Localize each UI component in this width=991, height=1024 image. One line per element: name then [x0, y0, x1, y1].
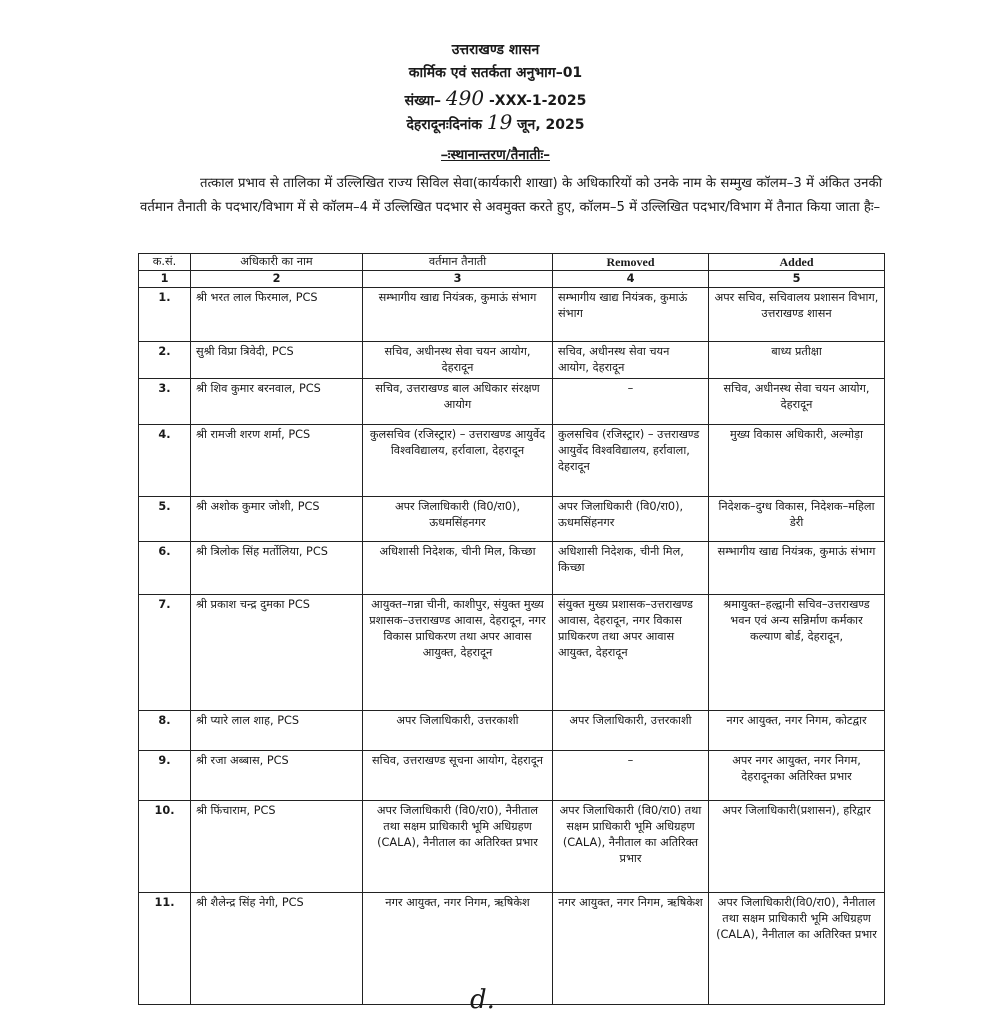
header-current-posting: वर्तमान तैनाती	[363, 254, 553, 271]
order-paragraph: तत्काल प्रभाव से तालिका में उल्लिखित राज्य सिविल सेवा(कार्यकारी शाखा) के अधिकारियों को उनके नाम के सम्मुख कॉलम–3 में अंकित उनकी वर्तमान तैनाती के पदभार/विभाग में से कॉलम–4 में उल्लिखित पदभार से अवमुक्त करते हुए, कॉलम–5 में उल्लिखित पदभार/विभाग में तैनात किया जाता हैः–	[140, 176, 882, 215]
row-officer-name: श्री अशोक कुमार जोशी, PCS	[191, 497, 363, 542]
header-serial: क.सं.	[139, 254, 191, 271]
table-row	[139, 497, 885, 542]
table-row	[139, 801, 885, 893]
row-removed: –	[553, 751, 709, 801]
row-current-posting: अपर जिलाधिकारी (वि0/रा0), नैनीताल तथा सक्षम प्राधिकारी भूमि अधिग्रहण (CALA), नैनीताल का अतिरिक्त प्रभार	[363, 801, 553, 893]
row-removed: अधिशासी निदेशक, चीनी मिल, किच्छा	[553, 542, 709, 595]
column-number-row	[139, 271, 885, 288]
row-serial: 6.	[139, 542, 191, 595]
order-number	[0, 86, 991, 110]
order-date-prefix: देहरादूनःदिनांक	[406, 117, 482, 133]
row-removed: –	[553, 379, 709, 425]
row-officer-name: श्री रजा अब्बास, PCS	[191, 751, 363, 801]
row-added: निदेशक–दुग्ध विकास, निदेशक–महिला डेरी	[709, 497, 885, 542]
order-number-suffix: -XXX-1-2025	[488, 93, 587, 109]
row-added: बाध्य प्रतीक्षा	[709, 342, 885, 379]
row-removed: अपर जिलाधिकारी (वि0/रा0) तथा सक्षम प्राधिकारी भूमि अधिग्रहण (CALA), नैनीताल का अतिरिक्त प्रभार	[553, 801, 709, 893]
row-serial: 2.	[139, 342, 191, 379]
row-officer-name: सुश्री विप्रा त्रिवेदी, PCS	[191, 342, 363, 379]
column-number: 2	[191, 271, 363, 288]
order-date-suffix: जून, 2025	[517, 117, 585, 133]
row-serial: 5.	[139, 497, 191, 542]
header-officer-name: अधिकारी का नाम	[191, 254, 363, 271]
column-number: 5	[709, 271, 885, 288]
row-current-posting: नगर आयुक्त, नगर निगम, ऋषिकेश	[363, 893, 553, 1005]
order-date-handwritten: 19	[486, 110, 513, 134]
transfer-table	[138, 253, 885, 1005]
signature: d.	[470, 985, 495, 1015]
row-added: मुख्य विकास अधिकारी, अल्मोड़ा	[709, 425, 885, 497]
row-serial: 7.	[139, 595, 191, 711]
table-row	[139, 751, 885, 801]
row-serial: 9.	[139, 751, 191, 801]
column-number: 3	[363, 271, 553, 288]
order-subject: –ःस्थानान्तरण/तैनातीः–	[441, 147, 550, 163]
row-added: अपर नगर आयुक्त, नगर निगम, देहरादूनका अतिरिक्त प्रभार	[709, 751, 885, 801]
row-officer-name: श्री प्रकाश चन्द्र दुमका PCS	[191, 595, 363, 711]
table-row	[139, 711, 885, 751]
row-officer-name: श्री फिंचाराम, PCS	[191, 801, 363, 893]
order-date	[0, 110, 991, 134]
row-removed: संयुक्त मुख्य प्रशासक–उत्तराखण्ड आवास, देहरादून, नगर विकास प्राधिकरण तथा अपर आवास आयुक्त, देहरादून	[553, 595, 709, 711]
row-current-posting: कुलसचिव (रजिस्ट्रार) – उत्तराखण्ड आयुर्वेद विश्वविद्यालय, हर्रावाला, देहरादून	[363, 425, 553, 497]
government-name: उत्तराखण्ड शासन	[451, 42, 540, 58]
row-serial: 4.	[139, 425, 191, 497]
row-current-posting: सचिव, उत्तराखण्ड सूचना आयोग, देहरादून	[363, 751, 553, 801]
row-officer-name: श्री भरत लाल फिरमाल, PCS	[191, 288, 363, 342]
row-current-posting: सचिव, अधीनस्थ सेवा चयन आयोग, देहरादून	[363, 342, 553, 379]
row-officer-name: श्री त्रिलोक सिंह मर्तोलिया, PCS	[191, 542, 363, 595]
table-row	[139, 342, 885, 379]
department-name: कार्मिक एवं सतर्कता अनुभाग–01	[408, 65, 583, 81]
order-number-prefix: संख्या–	[404, 93, 442, 109]
row-serial: 11.	[139, 893, 191, 1005]
row-removed: नगर आयुक्त, नगर निगम, ऋषिकेश	[553, 893, 709, 1005]
header-removed: Removed	[553, 254, 709, 271]
row-current-posting: सचिव, उत्तराखण्ड बाल अधिकार संरक्षण आयोग	[363, 379, 553, 425]
row-officer-name: श्री प्यारे लाल शाह, PCS	[191, 711, 363, 751]
column-number: 1	[139, 271, 191, 288]
row-officer-name: श्री रामजी शरण शर्मा, PCS	[191, 425, 363, 497]
table-header-row	[139, 254, 885, 271]
table-row	[139, 425, 885, 497]
row-added: सचिव, अधीनस्थ सेवा चयन आयोग, देहरादून	[709, 379, 885, 425]
row-current-posting: आयुक्त–गन्ना चीनी, काशीपुर, संयुक्त मुख्य प्रशासक–उत्तराखण्ड आवास, देहरादून, नगर विकास प्राधिकरण तथा अपर आवास आयुक्त, देहरादून	[363, 595, 553, 711]
row-removed: अपर जिलाधिकारी, उत्तरकाशी	[553, 711, 709, 751]
row-serial: 10.	[139, 801, 191, 893]
row-added: अपर जिलाधिकारी(वि0/रा0), नैनीताल तथा सक्षम प्राधिकारी भूमि अधिग्रहण (CALA), नैनीताल का अतिरिक्त प्रभार	[709, 893, 885, 1005]
header-added: Added	[709, 254, 885, 271]
table-row	[139, 595, 885, 711]
table-row	[139, 288, 885, 342]
row-serial: 8.	[139, 711, 191, 751]
row-current-posting: अधिशासी निदेशक, चीनी मिल, किच्छा	[363, 542, 553, 595]
row-removed: सम्भागीय खाद्य नियंत्रक, कुमाऊं संभाग	[553, 288, 709, 342]
row-serial: 3.	[139, 379, 191, 425]
row-officer-name: श्री शैलेन्द्र सिंह नेगी, PCS	[191, 893, 363, 1005]
row-current-posting: अपर जिलाधिकारी (वि0/रा0), ऊधमसिंहनगर	[363, 497, 553, 542]
row-added: नगर आयुक्त, नगर निगम, कोटद्वार	[709, 711, 885, 751]
row-removed: अपर जिलाधिकारी (वि0/रा0), ऊधमसिंहनगर	[553, 497, 709, 542]
row-officer-name: श्री शिव कुमार बरनवाल, PCS	[191, 379, 363, 425]
column-number: 4	[553, 271, 709, 288]
row-removed: सचिव, अधीनस्थ सेवा चयन आयोग, देहरादून	[553, 342, 709, 379]
table-row	[139, 542, 885, 595]
row-added: सम्भागीय खाद्य नियंत्रक, कुमाऊं संभाग	[709, 542, 885, 595]
row-added: श्रमायुक्त–हल्द्वानी सचिव–उत्तराखण्ड भवन एवं अन्य सन्निर्माण कर्मकार कल्याण बोर्ड, देहरादून,	[709, 595, 885, 711]
order-number-handwritten: 490	[445, 86, 485, 110]
row-current-posting: अपर जिलाधिकारी, उत्तरकाशी	[363, 711, 553, 751]
table-row	[139, 379, 885, 425]
row-current-posting: सम्भागीय खाद्य नियंत्रक, कुमाऊं संभाग	[363, 288, 553, 342]
row-removed: कुलसचिव (रजिस्ट्रार) – उत्तराखण्ड आयुर्वेद विश्वविद्यालय, हर्रावाला, देहरादून	[553, 425, 709, 497]
row-added: अपर सचिव, सचिवालय प्रशासन विभाग, उत्तराखण्ड शासन	[709, 288, 885, 342]
row-serial: 1.	[139, 288, 191, 342]
row-added: अपर जिलाधिकारी(प्रशासन), हरिद्वार	[709, 801, 885, 893]
table-row	[139, 893, 885, 1005]
